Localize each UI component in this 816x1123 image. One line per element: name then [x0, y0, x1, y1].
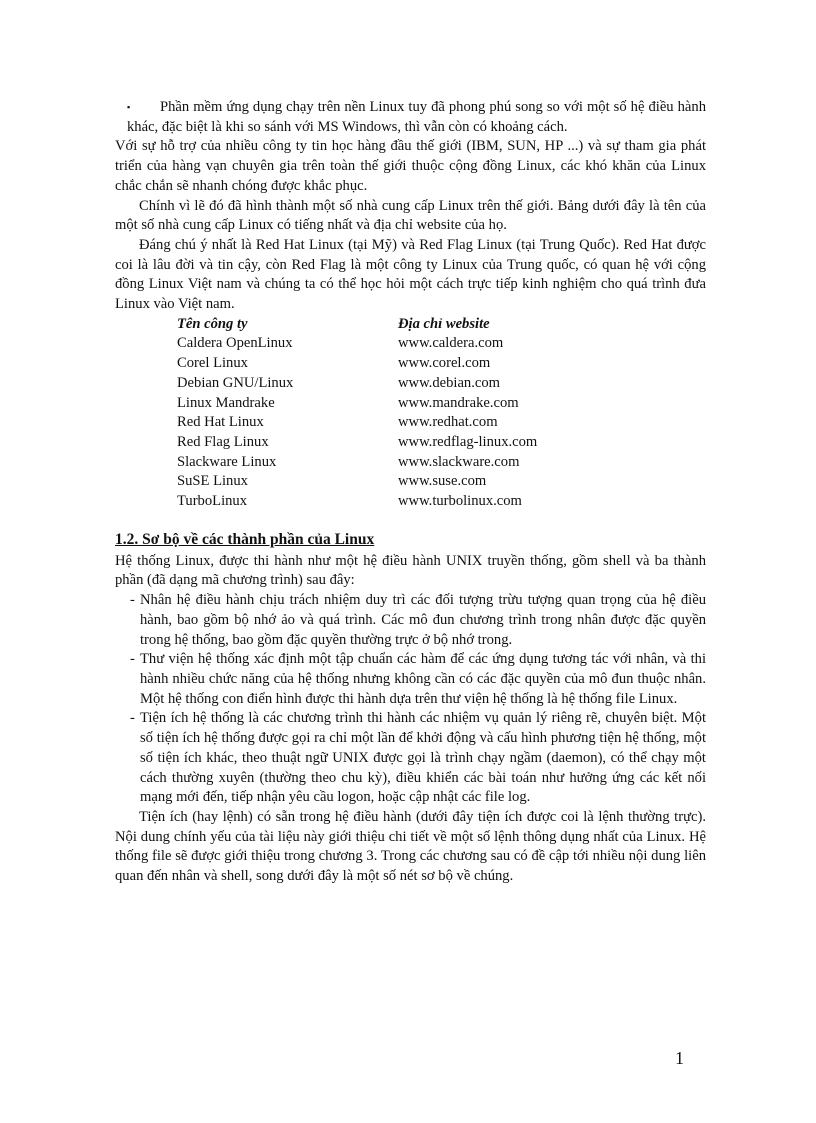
company-name: Caldera OpenLinux	[177, 335, 293, 352]
header-company: Tên công ty	[177, 315, 248, 332]
list-item-text: Nhân hệ điều hành chịu trách nhiệm duy trì các đối tượng trừu tượng quan trọng của hệ điều hành, bao gồm bộ nhớ ảo và quá trình. Các mô đun chương trình trong nhân được đặc quyền trong hệ thống, bao gồm đặc quyền thường trực ở bộ nhớ trong.	[140, 592, 706, 648]
company-website: www.debian.com	[398, 374, 500, 391]
table-row	[177, 453, 537, 473]
table-row	[177, 433, 537, 453]
paragraph-support: Với sự hỗ trợ của nhiều công ty tin học hàng đầu thế giới (IBM, SUN, HP ...) và sự tham gia phát triển của hàng vạn chuyên gia trên toàn thế giới thuộc cộng đồng Linux, các khó khăn của Linux chắc chắn sẽ nhanh chóng được khắc phục.	[115, 138, 706, 194]
vendor-table-header	[177, 315, 537, 335]
vendor-table	[177, 315, 537, 512]
table-row	[177, 354, 537, 374]
bullet-text: Phần mềm ứng dụng chạy trên nền Linux tuy đã phong phú song so với một số hệ điều hành khác, đặc biệt là khi so sánh với MS Windows, thì vẫn còn có khoảng cách.	[127, 99, 706, 135]
document-page	[115, 98, 706, 887]
bullet-paragraph	[115, 98, 706, 137]
list-item-text: Tiện ích hệ thống là các chương trình thi hành các nhiệm vụ quản lý riêng rẽ, chuyên biệt. Một số tiện ích hệ thống được gọi ra chỉ một lần để khởi động và cấu hình phương tiện hệ thống, một số tiện ích khác, theo thuật ngữ UNIX được gọi là trình chạy ngầm (daemon), có thể chạy một cách thường xuyên (thường theo chu kỳ), điều khiển các bài toán như hưởng ứng các kết nối mạng mới đến, tiếp nhận yêu cầu logon, hoặc cập nhật các file log.	[140, 710, 706, 806]
paragraph-vendors: Chính vì lẽ đó đã hình thành một số nhà cung cấp Linux trên thế giới. Bảng dưới đây là tên của một số nhà cung cấp Linux có tiếng nhất và địa chỉ website của họ.	[115, 197, 706, 234]
list-item-text: Thư viện hệ thống xác định một tập chuẩn các hàm để các ứng dụng tương tác với nhân, và thi hành nhiều chức năng của hệ thống nhưng không cần có các đặc quyền của mô đun thuộc nhân. Một hệ thống con điển hình được thi hành dựa trên thư viện hệ thống là hệ thống file Linux.	[140, 651, 706, 707]
bullet-icon: ▪	[127, 102, 131, 112]
company-name: Corel Linux	[177, 355, 248, 372]
company-website: www.mandrake.com	[398, 394, 519, 411]
company-website: www.turbolinux.com	[398, 493, 522, 510]
closing-paragraph: Tiện ích (hay lệnh) có sẵn trong hệ điều hành (dưới đây tiện ích được coi là lệnh thường trực). Nội dung chính yếu của tài liệu này giới thiệu chi tiết về một số lệnh thông dụng nhất của Linux. Hệ thống file sẽ được giới thiệu trong chương 3. Trong các chương sau có đề cập tới nhiều nội dung liên quan đến nhân và shell, song dưới đây là một số nét sơ bộ về chúng.	[115, 808, 706, 885]
list-item-kernel	[115, 591, 706, 650]
section-intro: Hệ thống Linux, được thi hành như một hệ điều hành UNIX truyền thống, gồm shell và ba thành phần (đã dạng mã chương trình) sau đây:	[115, 552, 706, 589]
dash-marker: -	[130, 592, 135, 609]
section-heading: 1.2. Sơ bộ về các thành phần của Linux	[115, 530, 375, 548]
table-row	[177, 394, 537, 414]
company-name: SuSE Linux	[177, 473, 248, 490]
company-name: Debian GNU/Linux	[177, 374, 294, 391]
company-website: www.corel.com	[398, 355, 491, 372]
page-number: 1	[675, 1048, 684, 1068]
company-website: www.slackware.com	[398, 453, 520, 470]
company-name: Red Flag Linux	[177, 433, 269, 450]
company-name: Linux Mandrake	[177, 394, 275, 411]
company-website: www.redflag-linux.com	[398, 433, 538, 450]
company-name: Slackware Linux	[177, 453, 277, 470]
table-row	[177, 413, 537, 433]
table-row	[177, 374, 537, 394]
company-website: www.suse.com	[398, 473, 487, 490]
dash-marker: -	[130, 710, 135, 727]
list-item-utilities	[115, 709, 706, 808]
table-row	[177, 472, 537, 492]
table-row	[177, 492, 537, 512]
company-website: www.redhat.com	[398, 414, 498, 431]
company-name: Red Hat Linux	[177, 414, 264, 431]
company-website: www.caldera.com	[398, 335, 504, 352]
dash-marker: -	[130, 651, 135, 668]
paragraph-redhat: Đáng chú ý nhất là Red Hat Linux (tại Mỹ) và Red Flag Linux (tại Trung Quốc). Red Hat được coi là lâu đời và tin cậy, còn Red Flag là một công ty Linux của Trung quốc, có quan hệ với cộng đồng Linux Việt nam và chúng ta có thể học hỏi một cách trực tiếp kinh nghiệm cho quá trình đưa Linux vào Việt nam.	[115, 236, 706, 313]
list-item-library	[115, 650, 706, 709]
table-row	[177, 334, 537, 354]
company-name: TurboLinux	[177, 493, 248, 510]
header-website: Địa chỉ website	[398, 315, 490, 332]
